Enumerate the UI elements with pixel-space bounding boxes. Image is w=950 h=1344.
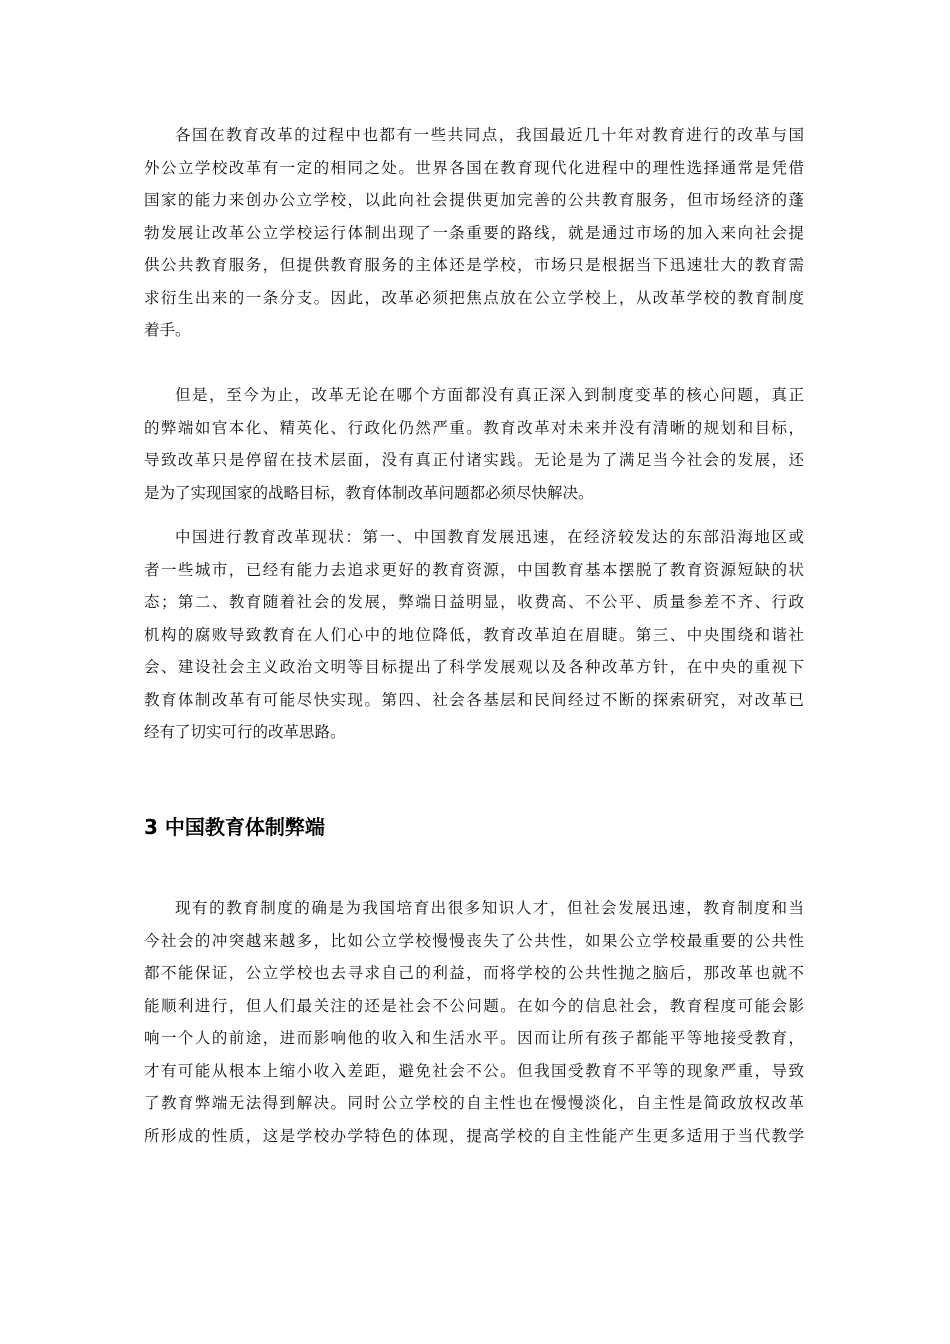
text-line: 的弊端如官本化、精英化、行政化仍然严重。教育改革对未来并没有清晰的规划和目标， <box>144 418 804 437</box>
text-line: 着手。 <box>144 321 191 339</box>
text-line: 但是，至今为止，改革无论在哪个方面都没有真正深入到制度变革的核心问题，真正 <box>175 386 804 404</box>
text-line: 会、建设社会主义政治文明等目标提出了科学发展观以及各种改革方针，在中央的重视下 <box>144 658 804 676</box>
text-line: 了教育弊端无法得到解决。同时公立学校的自主性也在慢慢淡化，自主性是简政放权改革 <box>144 1094 804 1112</box>
paragraph-3 <box>144 521 804 749</box>
text-line: 导致改革只是停留在技术层面，没有真正付诸实践。无论是为了满足当今社会的发展，还 <box>144 451 804 469</box>
text-line: 者一些城市，已经有能力去追求更好的教育资源，中国教育基本摆脱了教育资源短缺的状 <box>144 560 804 579</box>
text-line: 各国在教育改革的过程中也都有一些共同点，我国最近几十年对教育进行的改革与国 <box>175 126 804 144</box>
text-line: 机构的腐败导致教育在人们心中的地位降低，教育改革迫在眉睫。第三、中央围绕和谐社 <box>144 625 804 644</box>
paragraph-2 <box>144 379 804 509</box>
section-heading: 3 中国教育体制弊端 <box>144 815 325 839</box>
text-line: 勃发展让改革公立学校运行体制出现了一条重要的路线，就是通过市场的加入来向社会提 <box>144 223 804 242</box>
text-line: 今社会的冲突越来越多，比如公立学校慢慢丧失了公共性，如果公立学校最重要的公共性 <box>144 931 804 950</box>
text-line: 经有了切实可行的改革思路。 <box>144 723 346 741</box>
text-line: 是为了实现国家的战略目标，教育体制改革问题都必须尽快解决。 <box>144 483 594 502</box>
text-line: 能顺利进行，但人们最关注的还是社会不公问题。在如今的信息社会，教育程度可能会影 <box>144 996 804 1015</box>
section-paragraph-1 <box>144 892 804 1152</box>
text-line: 国家的能力来创办公立学校，以此向社会提供更加完善的公共教育服务，但市场经济的蓬 <box>144 191 804 209</box>
paragraph-1 <box>144 119 804 347</box>
text-line: 教育体制改革有可能尽快实现。第四、社会各基层和民间经过不断的探索研究，对改革已 <box>144 690 804 709</box>
text-line: 中国进行教育改革现状：第一、中国教育发展迅速，在经济较发达的东部沿海地区或 <box>175 528 804 546</box>
text-line: 所形成的性质，这是学校办学特色的体现，提高学校的自主性能产生更多适用于当代教学 <box>144 1126 804 1145</box>
text-line: 供公共教育服务，但提供教育服务的主体还是学校，市场只是根据当下迅速壮大的教育需 <box>144 256 804 274</box>
text-line: 现有的教育制度的确是为我国培育出很多知识人才，但社会发展迅速，教育制度和当 <box>175 899 804 917</box>
text-line: 才有可能从根本上缩小收入差距，避免社会不公。但我国受教育不平等的现象严重，导致 <box>144 1061 804 1080</box>
text-line: 都不能保证，公立学校也去寻求自己的利益，而将学校的公共性抛之脑后，那改革也就不 <box>144 964 804 982</box>
text-line: 外公立学校改革有一定的相同之处。世界各国在教育现代化进程中的理性选择通常是凭借 <box>144 158 804 177</box>
text-line: 响一个人的前途，进而影响他的收入和生活水平。因而让所有孩子都能平等地接受教育， <box>144 1029 804 1047</box>
text-line: 态；第二、教育随着社会的发展，弊端日益明显，收费高、不公平、质量参差不齐、行政 <box>144 593 804 611</box>
text-line: 求衍生出来的一条分支。因此，改革必须把焦点放在公立学校上，从改革学校的教育制度 <box>144 288 804 307</box>
